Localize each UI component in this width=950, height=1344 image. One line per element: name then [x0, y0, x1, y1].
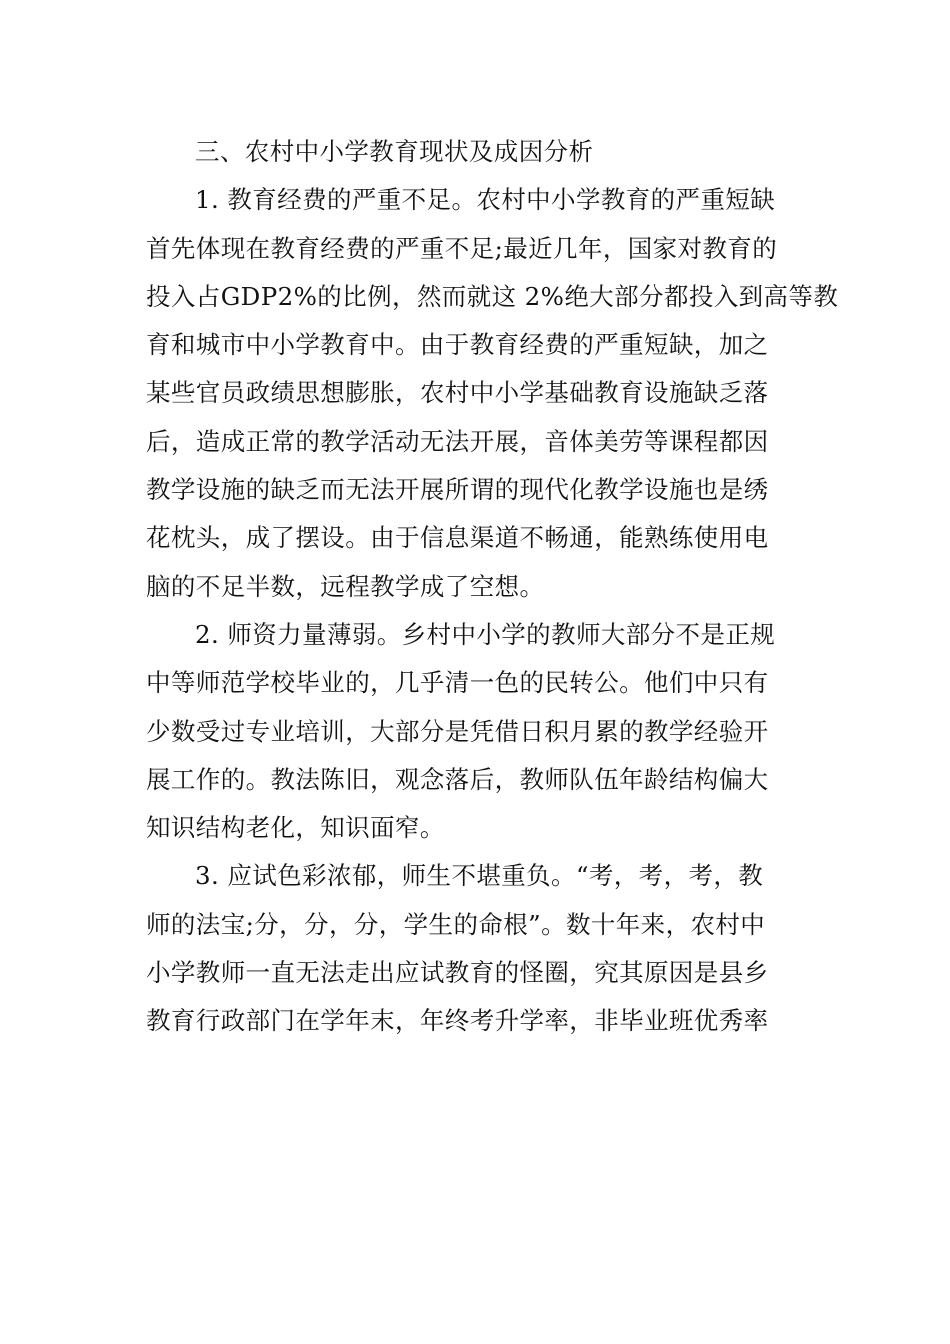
text-line: 少数受过专业培训，大部分是凭借日积月累的教学经验开 — [146, 716, 769, 746]
section-heading — [146, 128, 806, 176]
text-line: 中等师范学校毕业的，几乎清一色的民转公。他们中只有 — [146, 668, 769, 698]
text-line: 育和城市中小学教育中。由于教育经费的严重短缺，加之 — [146, 330, 769, 360]
document-body — [146, 128, 839, 1046]
text-line: 教学设施的缺乏而无法开展所谓的现代化教学设施也是绣 — [146, 475, 769, 505]
text-line: 3. 应试色彩浓郁，师生不堪重负。“考，考，考，教 — [195, 861, 764, 891]
text-line: 展工作的。教法陈旧，观念落后，教师队伍年龄结构偏大 — [146, 764, 769, 794]
text-line: 脑的不足半数，远程教学成了空想。 — [146, 571, 545, 601]
text-line: 教育行政部门在学年末，年终考升学率，非毕业班优秀率 — [146, 1006, 769, 1036]
text-line: 首先体现在教育经费的严重不足;最近几年，国家对教育的 — [146, 233, 778, 263]
paragraph-exam-pressure — [146, 852, 806, 1045]
text-line: 某些官员政绩思想膨胀，农村中小学基础教育设施缺乏落 — [146, 378, 769, 408]
text-line: 后，造成正常的教学活动无法开展，音体美劳等课程都因 — [146, 426, 769, 456]
text-line: 花枕头，成了摆设。由于信息渠道不畅通，能熟练使用电 — [146, 523, 769, 553]
text-line: 师的法宝;分，分，分，学生的命根”。数十年来，农村中 — [146, 909, 766, 939]
heading-text: 三、农村中小学教育现状及成因分析 — [195, 137, 594, 166]
text-line: 2. 师资力量薄弱。乡村中小学的教师大部分不是正规 — [195, 619, 776, 649]
text-line: 小学教师一直无法走出应试教育的怪圈，究其原因是县乡 — [146, 958, 769, 988]
text-line: 1. 教育经费的严重不足。农村中小学教育的严重短缺 — [195, 185, 776, 215]
text-line: 投入占GDP2%的比例，然而就这 2%绝大部分都投入到高等教 — [146, 281, 839, 311]
text-line: 知识结构老化，知识面窄。 — [146, 813, 445, 843]
paragraph-education-funding — [146, 176, 839, 611]
paragraph-teaching-staff — [146, 611, 806, 852]
